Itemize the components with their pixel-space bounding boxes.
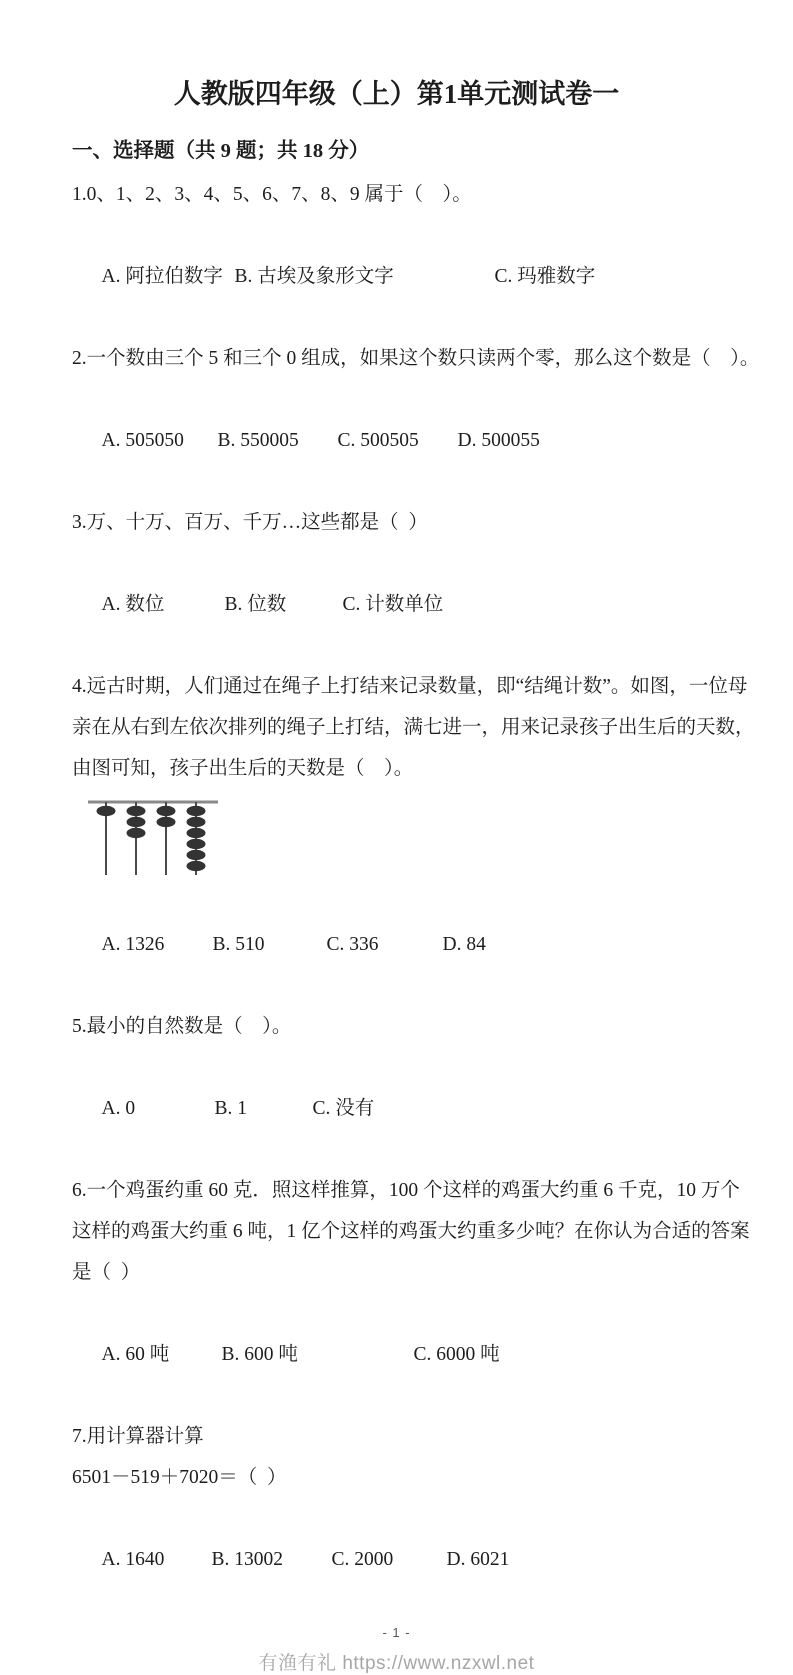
- question-3-option-c: C. 计数单位: [342, 594, 444, 615]
- question-7-options: [72, 1498, 721, 1621]
- question-4-options: [72, 883, 721, 1006]
- question-7-equation: 6501－519＋7020＝（ ）: [72, 1467, 287, 1488]
- question-5-option-c: C. 没有: [312, 1098, 375, 1119]
- question-5-option-b: B. 1: [214, 1098, 248, 1119]
- question-4-line-3: 由图可知，孩子出生后的天数是（ ）。: [72, 758, 414, 779]
- section-heading: 一、选择题（共 9 题；共 18 分）: [72, 140, 370, 162]
- question-7-option-d: D. 6021: [446, 1549, 510, 1570]
- question-6-options: [72, 1293, 721, 1416]
- page-number: - 1 -: [382, 1625, 411, 1640]
- question-1-option-b: B. 古埃及象形文字: [234, 266, 394, 287]
- question-6-line-2: 这样的鸡蛋大约重 6 吨，1 亿个这样的鸡蛋大约重多少吨？在你认为合适的答案: [72, 1221, 750, 1242]
- question-7-text: 7.用计算器计算: [72, 1426, 204, 1447]
- question-4-line-1: 4.远古时期，人们通过在绳子上打结来记录数量，即“结绳计数”。如图，一位母: [72, 676, 748, 697]
- question-2-option-a: A. 505050: [101, 430, 184, 451]
- question-2-text: 2.一个数由三个 5 和三个 0 组成，如果这个数只读两个零，那么这个数是（ ）。: [72, 348, 760, 369]
- footer-site-text: 有渔有礼 https://www.nzxwl.net: [258, 1653, 535, 1674]
- question-6-option-c: C. 6000 吨: [413, 1344, 500, 1365]
- question-6-option-a: A. 60 吨: [101, 1344, 170, 1365]
- knot-counting-figure: [86, 795, 221, 879]
- question-5-text: 5.最小的自然数是（ ）。: [72, 1016, 292, 1037]
- question-3-text: 3.万、十万、百万、千万…这些都是（ ）: [72, 512, 428, 533]
- question-7-option-c: C. 2000: [331, 1549, 394, 1570]
- page-footer: [72, 1625, 721, 1675]
- question-4-line-2: 亲在从右到左依次排列的绳子上打结，满七进一，用来记录孩子出生后的天数，: [72, 717, 755, 738]
- question-3-option-b: B. 位数: [224, 594, 287, 615]
- page-title: 人教版四年级（上）第1单元测试卷一: [173, 79, 620, 109]
- knot-figure-svg: [86, 795, 221, 879]
- question-6-option-b: B. 600 吨: [221, 1344, 298, 1365]
- question-3-option-a: A. 数位: [101, 594, 165, 615]
- question-2-option-c: C. 500505: [337, 430, 419, 451]
- question-4-option-d: D. 84: [442, 934, 486, 955]
- question-7-option-b: B. 13002: [211, 1549, 284, 1570]
- question-6-line-1: 6.一个鸡蛋约重 60 克．照这样推算，100 个这样的鸡蛋大约重 6 千克，10 万个: [72, 1180, 740, 1201]
- question-4-option-c: C. 336: [326, 934, 379, 955]
- question-2-options: [72, 379, 721, 502]
- question-1-text: 1.0、1、2、3、4、5、6、7、8、9 属于（ ）。: [72, 184, 472, 205]
- question-6-line-3: 是（ ）: [72, 1262, 141, 1283]
- test-paper-page: [0, 76, 793, 1675]
- question-5-option-a: A. 0: [101, 1098, 136, 1119]
- question-4-option-a: A. 1326: [101, 934, 165, 955]
- question-2-option-d: D. 500055: [457, 430, 540, 451]
- question-5-options: [72, 1047, 721, 1170]
- question-2-option-b: B. 550005: [217, 430, 299, 451]
- question-4-option-b: B. 510: [212, 934, 265, 955]
- question-1-options: [72, 215, 721, 338]
- question-7-option-a: A. 1640: [101, 1549, 165, 1570]
- question-1-option-c: C. 玛雅数字: [494, 266, 596, 287]
- question-3-options: [72, 543, 721, 666]
- question-1-option-a: A. 阿拉伯数字: [101, 266, 223, 287]
